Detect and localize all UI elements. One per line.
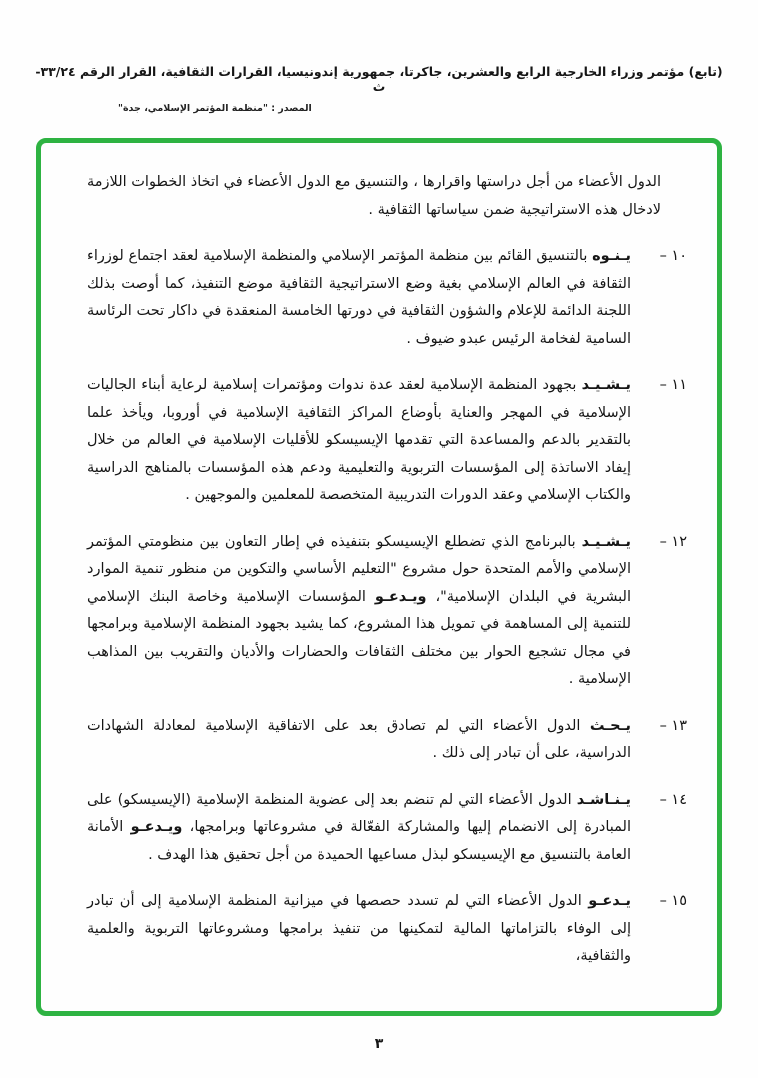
- item-number: ١٣ –: [659, 717, 687, 734]
- item-text: [87, 529, 631, 694]
- item-text-segment: بالتنسيق القائم بين منظمة المؤتمر الإسلامي والمنظمة الإسلامية لعقد اجتماع لوزراء الثقافة في العالم الإسلامي بغية وضع الاستراتيجية الثقافية موضع التنفيذ، كما أوصت بذلك اللجنة الدائمة للإعلام والشؤون الثقافية في دورتها الخامسة المنعقدة في داكار تحت الرئاسة السامية لفخامة الرئيس عبدو ضيوف .: [87, 248, 631, 347]
- item-text-segment: المؤسسات الإسلامية وخاصة البنك الإسلامي للتنمية إلى المساهمة في تمويل هذا المشروع، كما يشيد بجهود المنظمة الإسلامية وبرامجها في مجال تشجيع الحوار بين مختلف الثقافات والحضارات والأديان والتقريب بين المذاهب الإسلامية .: [87, 588, 631, 687]
- list-item: [87, 372, 687, 510]
- intro-paragraph: الدول الأعضاء من أجل دراستها واقرارها ، والتنسيق مع الدول الأعضاء في اتخاذ الخطوات اللازمة لادخال هذه الاستراتيجية ضمن سياساتها الثقافية .: [87, 174, 661, 218]
- item-lead-word: يـشـيـد: [581, 377, 631, 393]
- item-text: [87, 888, 631, 971]
- item-text-segment: الدول الأعضاء التي لم تنضم بعد إلى عضوية المنظمة الإسلامية (الإيسيسكو) على المبادرة إلى الانضمام إليها والمشاركة الفعّالة في مشروعاتها وبرامجها،: [87, 791, 631, 835]
- item-lead-word: ويـدعـو: [130, 819, 183, 835]
- content-frame: [36, 138, 722, 1016]
- item-lead-word: يـنـاشـد: [576, 791, 631, 808]
- item-text: [87, 243, 631, 353]
- item-text-segment: بالبرنامج الذي تضطلع الإيسيسكو بتنفيذه في إطار التعاون بين منظومتي المؤتمر الإسلامي والأمم المتحدة حول مشروع "التعليم الأساسي والتكوين من منظور تنمية الموارد البشرية في البلدان الإسلامية"،: [87, 533, 632, 605]
- item-lead-word: يـحـث: [589, 717, 631, 734]
- document-title: (تابع) مؤتمر وزراء الخارجية الرابع والعشرين، جاكرتا، جمهورية إندونيسيا، القرارات الثقافية، القرار الرقم ٣٣/٢٤-ث: [35, 64, 723, 94]
- list-item: [87, 529, 687, 694]
- resolution-items: [87, 243, 687, 971]
- item-lead-word: يـنـوه: [592, 248, 631, 264]
- list-item: [87, 243, 687, 353]
- resolution-body: [41, 143, 717, 991]
- item-text-segment: الدول الأعضاء التي لم تسدد حصصها في ميزانية المنظمة الإسلامية إلى أن تبادر إلى الوفاء بالتزاماتها المالية لتمكينها من تنفيذ برامجها ومشروعاتها التربوية والعلمية والثقافية،: [87, 893, 631, 964]
- item-lead-word: ويـدعـو: [374, 588, 427, 605]
- item-text: [87, 713, 631, 768]
- item-text: [87, 787, 631, 870]
- item-number: ١١ –: [659, 377, 687, 393]
- item-lead-word: يـدعـو: [588, 893, 631, 909]
- item-number: ١٢ –: [659, 533, 687, 550]
- page-number: ٣: [374, 1036, 384, 1052]
- item-number: ١٠ –: [659, 248, 687, 264]
- source-line: المصدر : "منظمة المؤتمر الإسلامي، جدة": [118, 103, 312, 114]
- item-text-segment: الأمانة العامة بالتنسيق مع الإيسيسكو لبذل مساعيها الحميدة من أجل تحقيق هذا الهدف .: [87, 819, 631, 863]
- list-item: [87, 888, 687, 971]
- item-text-segment: الدول الأعضاء التي لم تصادق بعد على الاتفاقية الإسلامية لمعادلة الشهادات الدراسية، على أن تبادر إلى ذلك .: [87, 717, 631, 761]
- item-number: ١٤ –: [659, 791, 687, 808]
- item-text: [87, 372, 631, 510]
- list-item: [87, 713, 687, 768]
- page-header: [0, 0, 758, 114]
- item-number: ١٥ –: [659, 893, 687, 909]
- item-lead-word: يـشـيـد: [581, 533, 631, 550]
- item-text-segment: بجهود المنظمة الإسلامية لعقد عدة ندوات ومؤتمرات إسلامية لرعاية أبناء الجاليات الإسلامية في المهجر والعناية بأوضاع المراكز الثقافية الإسلامية في أوروبا، ويأخذ علما بالتقدير بالدعم والمساعدة التي تقدمها الإيسيسكو للأقليات الإسلامية في العالم من خلال إيفاد الاساتذة إلى المؤسسات التربوية والتعليمية ودعم هذه المؤسسات بالمناهج الدراسية والكتاب الإسلامي وعقد الدورات التدريبية المتخصصة للمعلمين والموجهين .: [87, 377, 631, 503]
- list-item: [87, 787, 687, 870]
